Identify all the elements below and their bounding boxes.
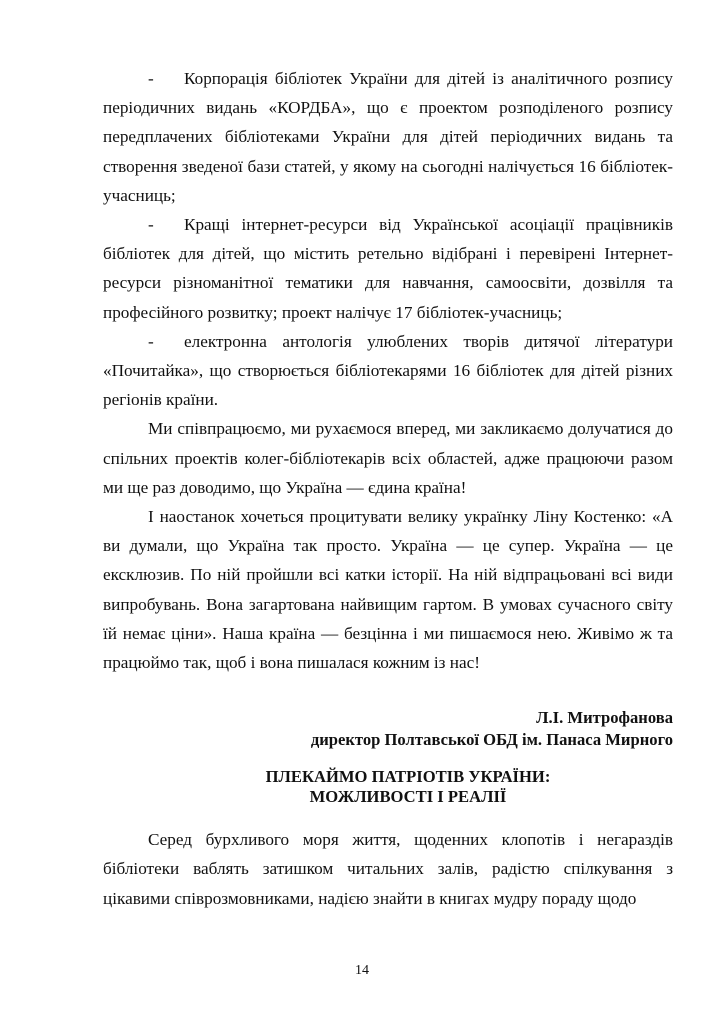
bullet-dash: -	[148, 69, 154, 88]
paragraph-article-intro: Серед бурхливого моря життя, щоденних клопотів і негараздів бібліотеки ваблять затишком читальних залів, радістю спілкування з цікавими співрозмовниками, надією знайти в книгах мудру пораду щодо	[103, 830, 673, 908]
bullet-item-pochytaika	[103, 327, 673, 415]
article-heading	[103, 767, 673, 807]
bullet-text: Корпорація бібліотек України для дітей із аналітичного розпису періодичних видань «КОРДБА», що є проектом розподіленого розпису передплачених бібліотеками України для дітей періодичних видань та створення зведеної бази статей, у якому на сьогодні налічується 16 бібліотек-учасниць;	[103, 69, 673, 205]
bullet-text: електронна антологія улюблених творів дитячої літератури «Почитайка», що створюється бібліотекарями 16 бібліотек для дітей різних регіонів країни.	[103, 331, 673, 410]
page-number: 14	[355, 963, 369, 978]
article-heading-line-1: ПЛЕКАЙМО ПАТРІОТІВ УКРАЇНИ:	[265, 767, 551, 787]
bullet-text: Кращі інтернет-ресурси від Української асоціації працівників бібліотек для дітей, що містить ретельно відібрані і перевірені Інтернет-ресурси різноманітної тематики для навчання, самоосвіти, дозвілля та професійного розвитку; проект налічує 17 бібліотек-учасниць;	[103, 215, 673, 322]
paragraph-cooperation: Ми співпрацюємо, ми рухаємося вперед, ми закликаємо долучатися до спільних проектів колег-бібліотекарів всіх областей, адже працюючи разом ми ще раз доводимо, що Україна — єдина країна!	[103, 419, 673, 497]
bullet-dash: -	[148, 215, 154, 235]
author-name: Л.І. Митрофанова	[536, 708, 673, 728]
author-signature	[103, 707, 673, 751]
bullet-item-kordba	[103, 64, 673, 210]
bullet-dash: -	[148, 331, 154, 351]
paragraph-kostenko-quote: І наостанок хочеться процитувати велику українку Ліну Костенко: «А ви думали, що Україна так просто. Україна — це супер. Україна — це ексклюзив. По ній пройшли всі катки історії. На ній відпрацьовані всі види випробувань. Вона загартована найвищим гартом. В умовах сучасного світу їй немає ціни». Наша країна — безцінна і ми пишаємося нею. Живімо ж та працюймо так, щоб і вона пишалася кожним із нас!	[103, 507, 673, 673]
author-position: директор Полтавської ОБД ім. Панаса Мирного	[310, 730, 673, 750]
article-heading-line-2: МОЖЛИВОСТІ І РЕАЛІЇ	[309, 787, 507, 807]
bullet-item-internet-resources	[103, 210, 673, 327]
document-page	[103, 64, 673, 913]
